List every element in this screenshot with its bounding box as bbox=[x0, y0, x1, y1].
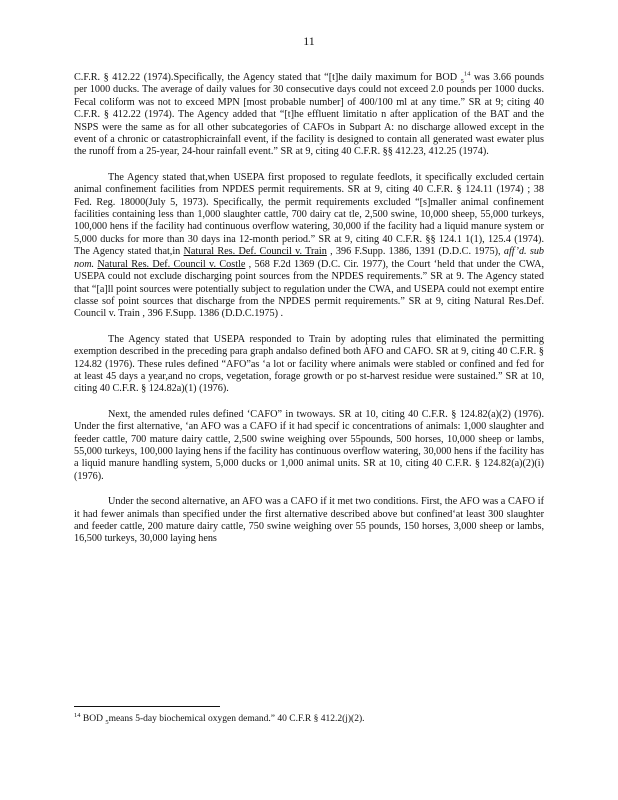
footnote-subscript: 5 bbox=[105, 718, 109, 726]
page-number: 11 bbox=[303, 34, 315, 48]
text-run: , 396 F.Supp. 1386, 1391 (D.D.C. 1975), bbox=[326, 246, 504, 258]
footnote-divider bbox=[74, 706, 220, 707]
paragraph-4 bbox=[74, 409, 544, 483]
paragraph-3 bbox=[74, 334, 544, 396]
body-text bbox=[74, 72, 544, 546]
text-run: , 568 F.2d 1369 (D.C. Cir. 1977), the Court ‘held that under the CWA, USEPA could not exclude discharging point sources from the NPDES requirements.” SR at 9. The Agency stated that “[a]ll point sources were potentially subject to regulation under the CWA, and USEPA could not exempt entire classe sof point sources that discharge from the NPDES permit requirements.” SR at 9, citing Natural Res.Def. Council v. Train , 396 F.Supp. 1386 (D.D.C.1975) . bbox=[74, 258, 545, 320]
paragraph-2 bbox=[74, 172, 544, 321]
paragraph-5 bbox=[74, 496, 544, 546]
case-name: Natural Res. Def. Council v. Train bbox=[183, 246, 327, 258]
text-run: Under the second alternative, an AFO was a CAFO if it met two conditions. First, the AFO was a CAFO if it had fewer animals than specified under the first alternative described above but confined‘at least 300 slaughter and feeder cattle, 200 mature dairy cattle, 750 swine weighing over 55 pounds, 150 horses, 3,000 sheep or lambs, 16,500 turkeys, 30,000 laying hens bbox=[74, 496, 544, 545]
footnote-text-before: BOD bbox=[80, 714, 106, 724]
text-run: aff’d. sub nom. bbox=[74, 246, 545, 270]
paragraph-1 bbox=[74, 72, 544, 159]
footnote-text-after: means 5-day biochemical oxygen demand.” 40 C.F.R § 412.2(j)(2). bbox=[108, 714, 365, 724]
footnote bbox=[74, 713, 544, 725]
case-name: Natural Res. Def. Council v. Costle bbox=[97, 258, 246, 270]
footnote-reference: 14 bbox=[463, 70, 471, 78]
text-run: The Agency stated that USEPA responded to Train by adopting rules that eliminated the permitting exemption described in the preceding para graph andalso defined both AFO and CAFO. SR at 9, citing 40 C.F.R. § 124.82 (1976). These rules defined “AFO”as ‘a lot or facility where animals were stabled or confined and fed for at least 45 days a year,and no crops, vegetation, forage growth or po st-harvest residue were sustained.” SR at 10, citing 40 C.F.R. § 124.82a)(1) (1976). bbox=[74, 333, 544, 395]
subscript: 5 bbox=[460, 78, 464, 86]
text-run: was 3.66 pounds per 1000 ducks. The average of daily values for 30 consecutive days could not exceed 2.0 pounds per 1000 ducks. Fecal coliform was not to exceed MPN [most probable number] of 400/100 ml at any time.” SR at 9; citing 40 C.F.R. § 412.22 (1974). The Agency added that “[t]he effluent limitatio n after application of the BAT and the NSPS were the same as for all other subcategories of CAFOs in Subpart A: no discharge allowed except in the event of a chronic or catastrophicrainfall event, if the facility is designed to contain all generated wast ewater plus the runoff from a 25-year, 24-hour rainfall event.” SR at 9, citing 40 C.F.R. §§ 412.23, 412.25 (1974). bbox=[74, 72, 544, 158]
footnote-marker: 14 bbox=[74, 711, 81, 719]
text-run: Next, the amended rules defined ‘CAFO” in twoways. SR at 10, citing 40 C.F.R. § 124.82(a)(2) (1976). Under the first alternative, ‘an AFO was a CAFO if it had specif ic concentrations of animals: 1,000 slaughter and feeder cattle, 700 mature dairy cattle, 2,500 swine weighing over 55pounds, 500 horses, 10,000 sheep or lambs, 55,000 turkeys, 100,000 laying hens if the facility has continuous overflow watering, 30,000 hens if the facility has a liquid manure handling system, 5,000 ducks or 1,000 animal units. SR at 10, citing 40 C.F.R. § 124.82(a)(2)(i) (1976). bbox=[74, 408, 544, 482]
text-run: C.F.R. § 412.22 (1974).Specifically, the Agency stated that “[t]he daily maximum for BOD bbox=[74, 72, 461, 83]
text-run: The Agency stated that,when USEPA first proposed to regulate feedlots, it specifically excluded certain animal confinement facilities from NPDES permit requirements. SR at 9, citing 40 C.F.R. § 124.11 (1974) ; 38 Fed. Reg. 18000(July 5, 1973). Specifically, the permit requirements excluded “[s]maller animal confinement facilities containing less than 1,000 slaughter cattle, 700 dairy cat tle, 2,500 swine, 10,000 sheep, 55,000 turkeys, 100,000 hens if the facility had continuous overflow watering, 30,000 if the facility had a liquid manure system or 5,000 ducks for more than 30 days ina 12-month period.” SR at 9, citing 40 C.F.R. §§ 124.1 1(1), 125.4 (1974). The Agency stated that,in bbox=[74, 171, 544, 258]
